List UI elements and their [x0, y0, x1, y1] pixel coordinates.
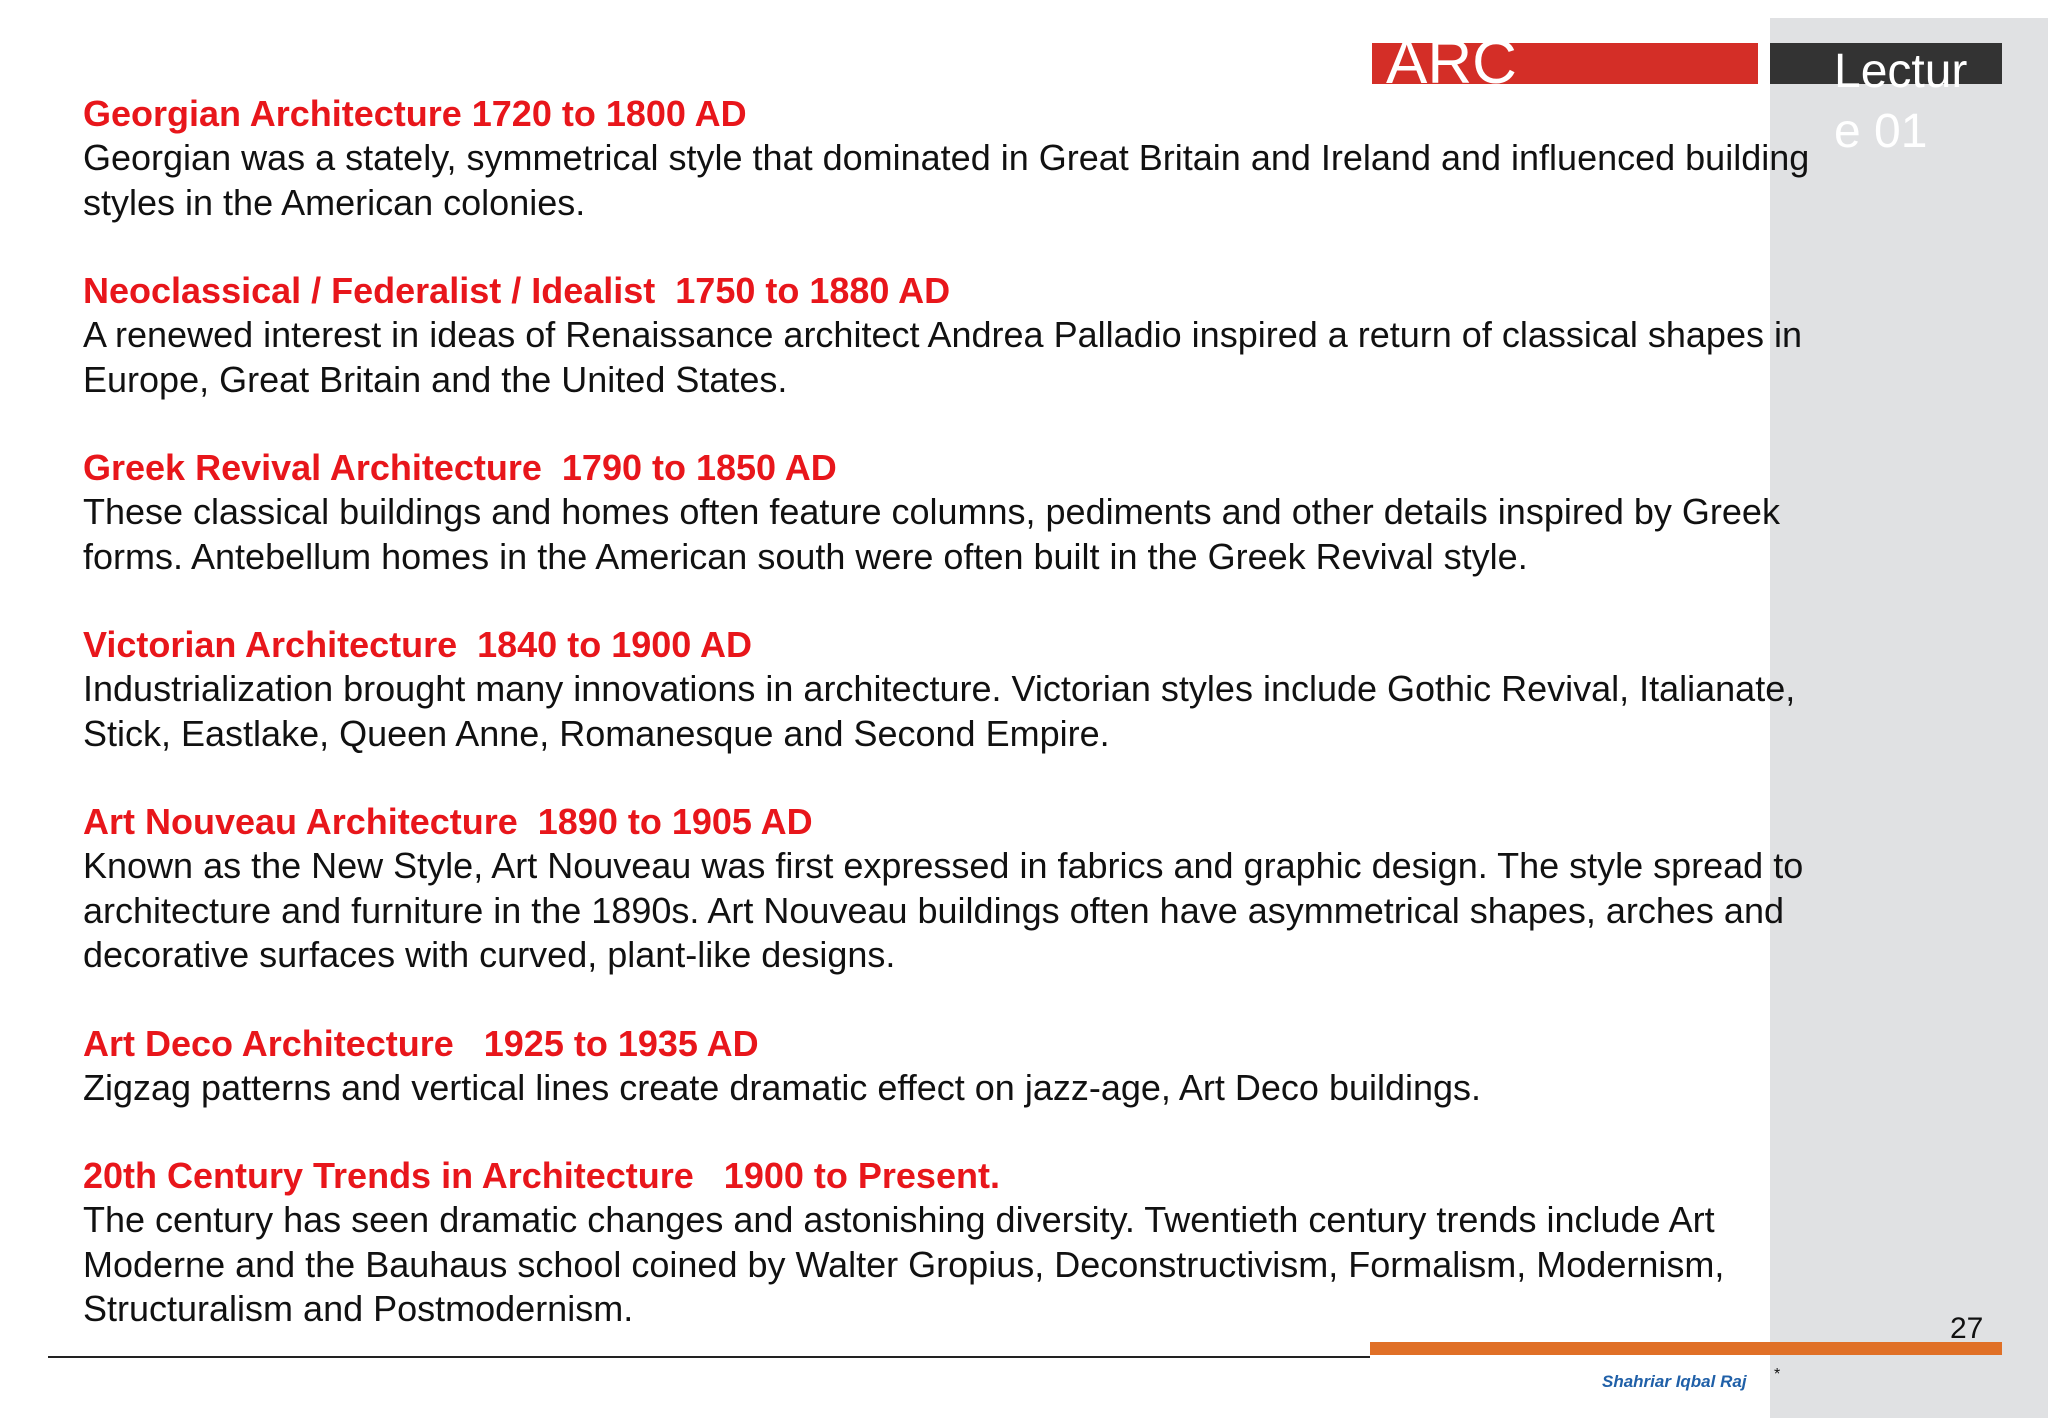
- slide-content: [83, 92, 1883, 1376]
- section-title: Art Deco Architecture 1925 to 1935 AD: [83, 1022, 759, 1064]
- section-title: Greek Revival Architecture 1790 to 1850 AD: [83, 447, 837, 488]
- footnote-mark: *: [1774, 1366, 1781, 1383]
- section-title: 20th Century Trends in Architecture 1900 to Present.: [83, 1155, 1000, 1196]
- section-title: Georgian Architecture 1720 to 1800 AD: [83, 93, 747, 134]
- section-georgian: [83, 92, 1883, 225]
- section-title: Victorian Architecture 1840 to 1900 AD: [83, 624, 752, 665]
- section-body: The century has seen dramatic changes and astonishing diversity. Twentieth century trends include Art Moderne and the Bauhaus school coined by Walter Gropius, Deconstructivism, Formalism, Modernism, Structuralism and Postmodernism.: [83, 1199, 1725, 1329]
- section-body: Georgian was a stately, symmetrical style that dominated in Great Britain and Ireland and influenced building styles in the American colonies.: [83, 137, 1810, 223]
- section-body: A renewed interest in ideas of Renaissance architect Andrea Palladio inspired a return of classical shapes in Europe, Great Britain and the United States.: [83, 314, 1802, 400]
- section-art-deco: [83, 1022, 1883, 1111]
- section-neoclassical: [83, 269, 1883, 402]
- section-body: Known as the New Style, Art Nouveau was first expressed in fabrics and graphic design. The style spread to architecture and furniture in the 1890s. Art Nouveau buildings often have asymmetrical shapes, arches and decorative surfaces with curved, plant-like designs.: [83, 845, 1804, 975]
- section-victorian: [83, 623, 1883, 756]
- section-title: Neoclassical / Federalist / Idealist 1750 to 1880 AD: [83, 270, 951, 311]
- course-code-label: ARC: [1386, 30, 1517, 84]
- page-number: 27: [1950, 1312, 1984, 1345]
- section-title: Art Nouveau Architecture 1890 to 1905 AD: [83, 801, 813, 842]
- section-body: Zigzag patterns and vertical lines create dramatic effect on jazz-age, Art Deco buildings.: [83, 1066, 1482, 1108]
- section-greek-revival: [83, 446, 1883, 579]
- section-art-nouveau: [83, 800, 1883, 978]
- section-body: These classical buildings and homes often feature columns, pediments and other details inspired by Greek forms. Antebellum homes in the American south were often built in the Greek Revival style.: [83, 491, 1780, 577]
- lecture-label: Lecture 01: [1834, 45, 1968, 158]
- section-body: Industrialization brought many innovations in architecture. Victorian styles include Gothic Revival, Italianate, Stick, Eastlake, Queen Anne, Romanesque and Second Empire.: [83, 668, 1796, 754]
- author-credit: Shahriar Iqbal Raj: [1602, 1372, 1747, 1391]
- section-20th-century: [83, 1154, 1883, 1332]
